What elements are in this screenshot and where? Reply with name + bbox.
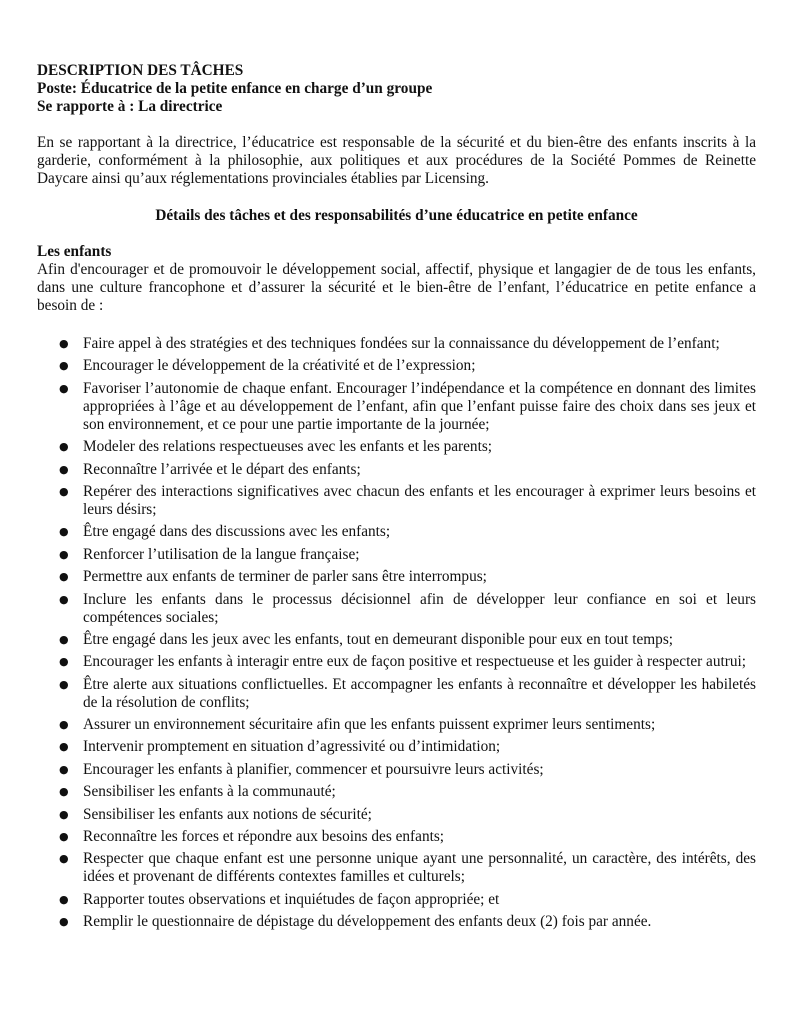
task-text: Repérer des interactions significatives avec chacun des enfants et les encourager à exprimer leurs besoins et leurs désirs; (83, 482, 756, 518)
task-text: Sensibiliser les enfants aux notions de sécurité; (83, 805, 372, 823)
task-item (37, 335, 756, 353)
reports-to-line: Se rapporte à : La directrice (37, 98, 223, 115)
task-item (37, 483, 756, 519)
bullet-icon: ● (59, 440, 69, 454)
task-text: Modeler des relations respectueuses avec les enfants et les parents; (83, 438, 493, 456)
bullet-icon: ● (59, 592, 69, 606)
bullet-icon: ● (59, 381, 69, 395)
task-item (37, 568, 756, 586)
task-item (37, 631, 756, 649)
task-text: Intervenir promptement en situation d’agressivité ou d’intimidation; (83, 738, 501, 756)
bullet-icon: ● (59, 677, 69, 691)
task-text: Reconnaître l’arrivée et le départ des enfants; (83, 460, 361, 478)
task-item (37, 653, 756, 671)
task-item (37, 461, 756, 479)
bullet-icon: ● (59, 547, 69, 561)
bullet-icon: ● (59, 740, 69, 754)
position-line: Poste: Éducatrice de la petite enfance en charge d’un groupe (37, 80, 433, 97)
bullet-icon: ● (59, 655, 69, 669)
task-text: Être engagé dans des discussions avec les enfants; (83, 523, 391, 541)
section-title: Détails des tâches et des responsabilités d’une éducatrice en petite enfance (155, 207, 638, 224)
task-text: Rapporter toutes observations et inquiétudes de façon appropriée; et (83, 890, 500, 908)
document-page (37, 62, 756, 936)
task-text: Renforcer l’utilisation de la langue française; (83, 545, 360, 563)
task-text: Être alerte aux situations conflictuelles. Et accompagner les enfants à reconnaître et développer les habiletés de la résolution de conflits; (83, 675, 756, 711)
bullet-icon: ● (59, 892, 69, 906)
task-item (37, 716, 756, 734)
task-text: Être engagé dans les jeux avec les enfants, tout en demeurant disponible pour eux en tout temps; (83, 630, 674, 648)
bullet-icon: ● (59, 359, 69, 373)
bullet-icon: ● (59, 462, 69, 476)
task-item (37, 546, 756, 564)
bullet-icon: ● (59, 337, 69, 350)
bullet-icon: ● (59, 807, 69, 821)
bullet-icon: ● (59, 830, 69, 844)
bullet-icon: ● (59, 785, 69, 799)
task-text: Sensibiliser les enfants à la communauté; (83, 783, 336, 801)
task-item (37, 357, 756, 375)
task-text: Assurer un environnement sécuritaire afin que les enfants puissent exprimer leurs sentiments; (83, 716, 656, 734)
intro-paragraph: En se rapportant à la directrice, l’éducatrice est responsable de la sécurité et du bien-être des enfants inscrits à la garderie, conformément à la philosophie, aux politiques et aux procédures de la Société Pommes de Reinette Daycare ainsi qu’aux réglementations provinciales établies par Licensing. (37, 134, 756, 187)
task-item (37, 828, 756, 846)
task-text: Encourager les enfants à planifier, commencer et poursuivre leurs activités; (83, 760, 544, 778)
task-text: Favoriser l’autonomie de chaque enfant. Encourager l’indépendance et la compétence en donnant des limites appropriées à l’âge et au développement de l’enfant, afin que l’enfant puisse faire des choix dans ses jeux et son environnement, et ce pour une partie importante de la journée; (83, 379, 756, 433)
task-item (37, 591, 756, 627)
task-item (37, 806, 756, 824)
task-item (37, 738, 756, 756)
task-text: Inclure les enfants dans le processus décisionnel afin de développer leur confiance en soi et leurs compétences sociales; (83, 590, 756, 626)
bullet-icon: ● (59, 632, 69, 646)
children-paragraph: Afin d'encourager et de promouvoir le développement social, affectif, physique et langagier de de tous les enfants, dans une culture francophone et d’assurer la sécurité et le bien-être de l’enfant, l’éducatrice en petite enfance a besoin de : (37, 261, 756, 314)
task-item (37, 850, 756, 886)
task-text: Remplir le questionnaire de dépistage du développement des enfants deux (2) fois par année. (83, 913, 652, 931)
task-list (37, 335, 756, 931)
task-item (37, 891, 756, 909)
bullet-icon: ● (59, 852, 69, 866)
bullet-icon: ● (59, 525, 69, 539)
document-title: DESCRIPTION DES TÂCHES (37, 62, 244, 79)
task-item (37, 913, 756, 931)
task-item (37, 761, 756, 779)
task-text: Faire appel à des stratégies et des techniques fondées sur la connaissance du développement de l’enfant; (83, 335, 720, 352)
task-item (37, 380, 756, 434)
task-text: Encourager le développement de la créativité et de l’expression; (83, 357, 476, 375)
bullet-icon: ● (59, 718, 69, 732)
task-text: Permettre aux enfants de terminer de parler sans être interrompus; (83, 568, 487, 586)
children-heading: Les enfants (37, 243, 112, 260)
bullet-icon: ● (59, 484, 69, 498)
task-item (37, 676, 756, 712)
bullet-icon: ● (59, 570, 69, 584)
task-text: Encourager les enfants à interagir entre eux de façon positive et respectueuse et les guider à respecter autrui; (83, 653, 746, 671)
task-text: Respecter que chaque enfant est une personne unique ayant une personnalité, un caractère, des intérêts, des idées et provenant de différents contextes familles et culturels; (83, 850, 756, 886)
bullet-icon: ● (59, 762, 69, 776)
bullet-icon: ● (59, 915, 69, 929)
task-item (37, 783, 756, 801)
task-text: Reconnaître les forces et répondre aux besoins des enfants; (83, 828, 445, 846)
task-item (37, 523, 756, 541)
task-item (37, 438, 756, 456)
